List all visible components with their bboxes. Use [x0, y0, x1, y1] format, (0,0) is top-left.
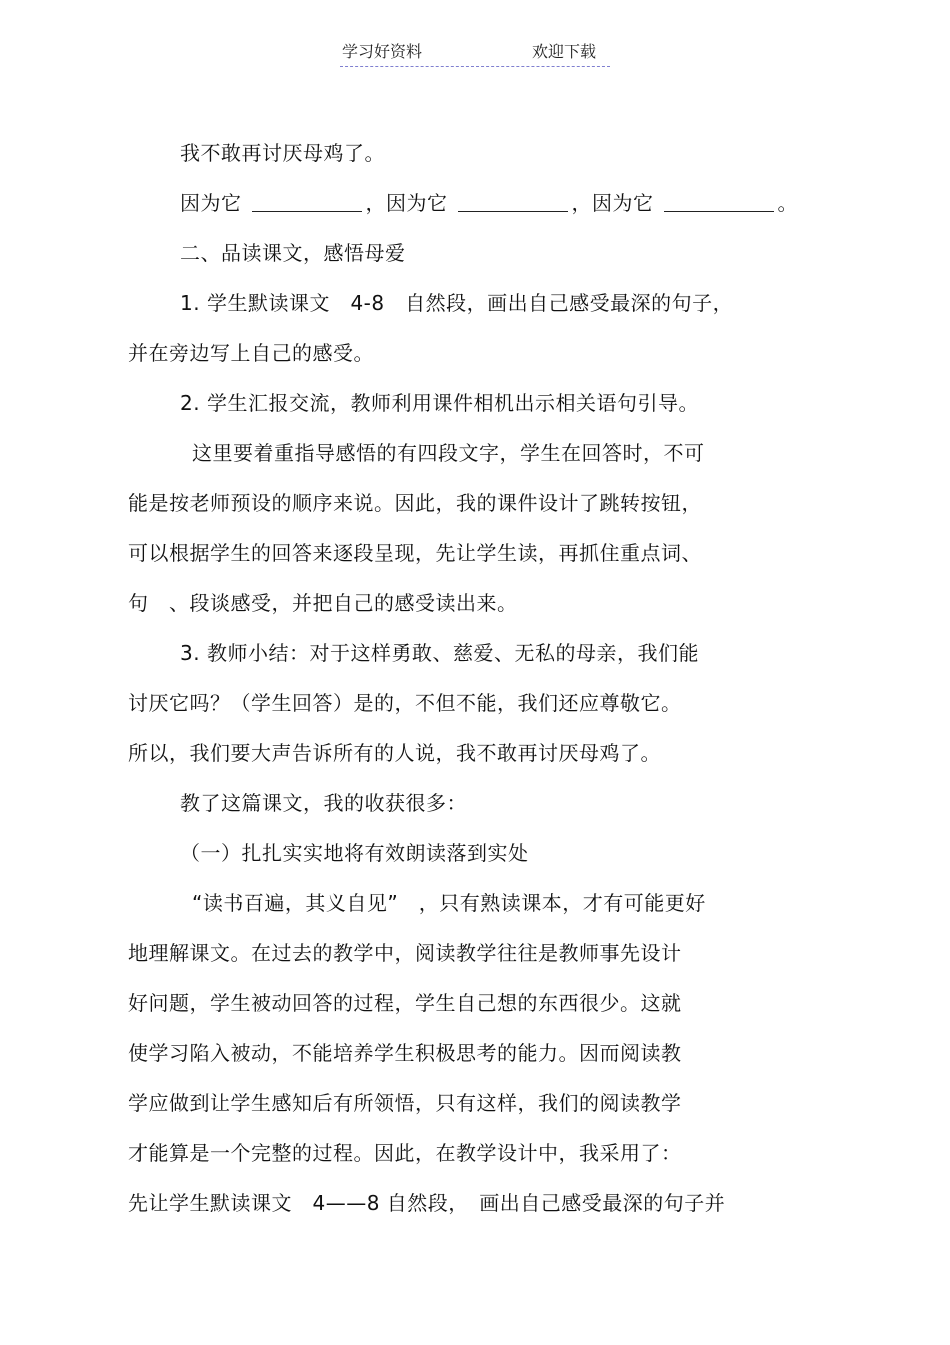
paragraph-line: 使学习陷入被动，不能培养学生积极思考的能力。因而阅读教 [128, 1041, 682, 1065]
fill-blank-prefix: 因为它 [180, 191, 242, 215]
section-heading: 二、品读课文，感悟母爱 [180, 241, 406, 265]
page-header [340, 40, 610, 67]
paragraph-line: 好问题，学生被动回答的过程，学生自己想的东西很少。这就 [128, 991, 682, 1015]
paragraph-line: 学应做到让学生感知后有所领悟，只有这样，我们的阅读教学 [128, 1091, 682, 1115]
paragraph-line: 2. 学生汇报交流，教师利用课件相机出示相关语句引导。 [180, 391, 699, 415]
fill-blank-separator: ，因为它 [365, 191, 448, 215]
paragraph-line: 先让学生默读课文 4——8 自然段， 画出自己感受最深的句子并 [128, 1191, 726, 1215]
paragraph-line: 并在旁边写上自己的感受。 [128, 341, 374, 365]
paragraph-line: 我不敢再讨厌母鸡了。 [180, 141, 385, 165]
answer-blank-1 [252, 191, 362, 212]
paragraph-line: 所以，我们要大声告诉所有的人说，我不敢再讨厌母鸡了。 [128, 741, 661, 765]
paragraph-line: 教了这篇课文，我的收获很多： [180, 791, 467, 815]
paragraph-line: 可以根据学生的回答来逐段呈现，先让学生读，再抓住重点词、 [128, 541, 702, 565]
subsection-heading: （一）扎扎实实地将有效朗读落到实处 [180, 841, 529, 865]
header-right-text: 欢迎下载 [532, 42, 597, 61]
fill-blank-separator: ，因为它 [571, 191, 654, 215]
header-left-text: 学习好资料 [342, 42, 423, 61]
paragraph-line: 这里要着重指导感悟的有四段文字，学生在回答时，不可 [192, 441, 705, 465]
paragraph-line: 地理解课文。在过去的教学中，阅读教学往往是教师事先设计 [128, 941, 682, 965]
paragraph-line: 句 、段谈感受，并把自己的感受读出来。 [128, 591, 518, 615]
fill-in-blank-line [180, 188, 798, 218]
answer-blank-2 [458, 191, 568, 212]
answer-blank-3 [664, 191, 774, 212]
paragraph-line: 才能算是一个完整的过程。因此，在教学设计中，我采用了： [128, 1141, 682, 1165]
fill-blank-end: 。 [777, 191, 798, 215]
paragraph-line: 1. 学生默读课文 4-8 自然段，画出自己感受最深的句子， [180, 291, 734, 315]
paragraph-line: 讨厌它吗？（学生回答）是的，不但不能，我们还应尊敬它。 [128, 691, 682, 715]
paragraph-line: 能是按老师预设的顺序来说。因此，我的课件设计了跳转按钮， [128, 491, 702, 515]
paragraph-line: 3. 教师小结：对于这样勇敢、慈爱、无私的母亲，我们能 [180, 641, 699, 665]
paragraph-line: “读书百遍，其义自见” ，只有熟读课本，才有可能更好 [192, 891, 706, 915]
